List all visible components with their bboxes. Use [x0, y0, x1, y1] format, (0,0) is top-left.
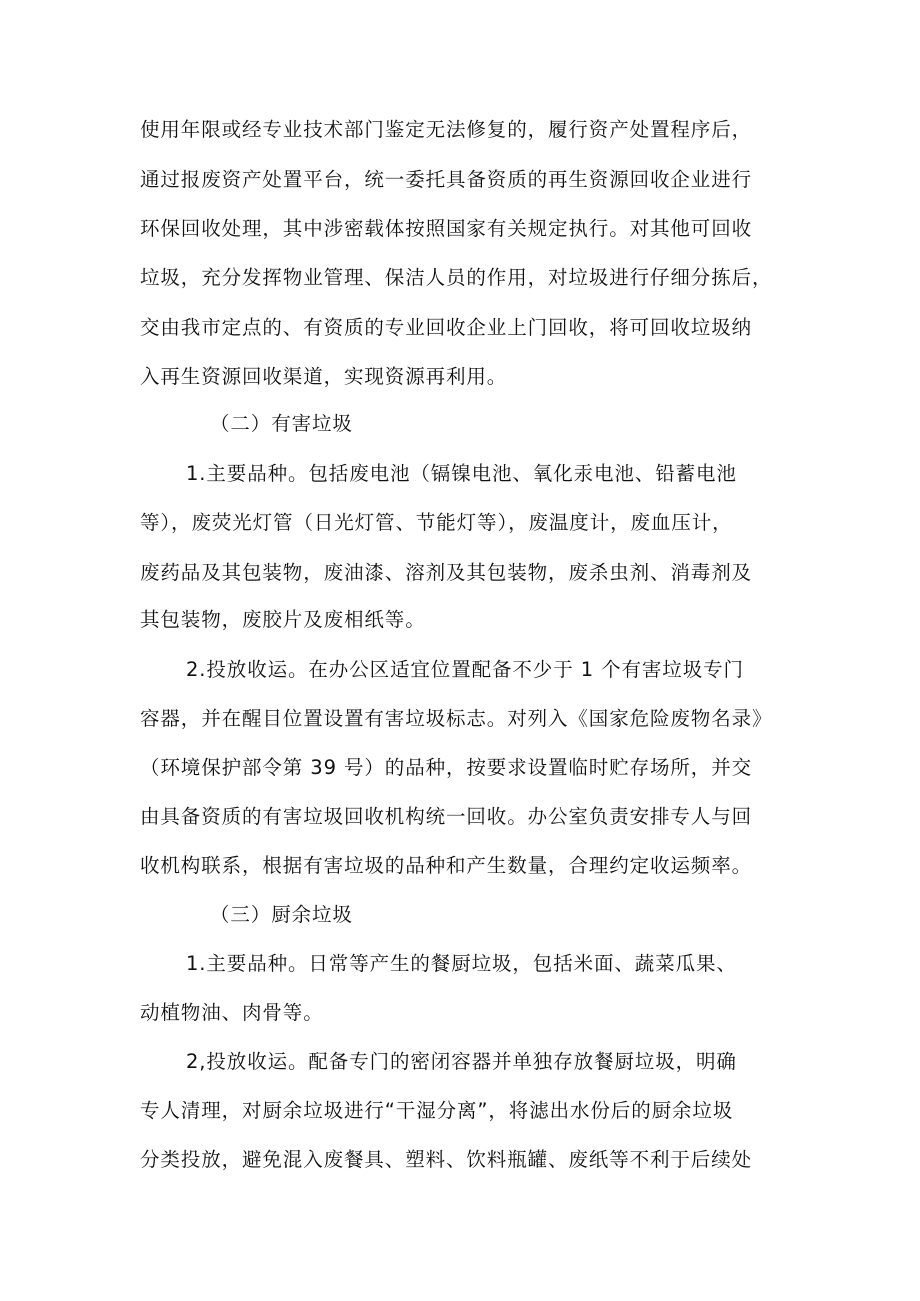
section-heading-kitchen-waste: （三）厨余垃圾 [210, 903, 353, 926]
paragraph-line: 1.主要品种。包括废电池（镉镍电池、氧化汞电池、铅蓄电池 [186, 462, 737, 485]
paragraph-line: 分类投放，避免混入废餐具、塑料、饮料瓶罐、废纸等不利于后续处 [140, 1148, 753, 1171]
paragraph-line: 交由我市定点的、有资质的专业回收企业上门回收，将可回收垃圾纳 [140, 316, 753, 339]
paragraph-line: 由具备资质的有害垃圾回收机构统一回收。办公室负责安排专人与回 [140, 805, 753, 828]
paragraph-line: 垃圾，充分发挥物业管理、保洁人员的作用，对垃圾进行仔细分拣后， [140, 266, 773, 289]
paragraph-line: （环境保护部令第 39 号）的品种，按要求设置临时贮存场所，并交 [140, 756, 753, 779]
section-heading-hazardous-waste: （二）有害垃圾 [210, 412, 353, 435]
paragraph-line: 容器，并在醒目位置设置有害垃圾标志。对列入《国家危险废物名录》 [140, 707, 773, 730]
paragraph-line: 2,投放收运。配备专门的密闭容器并单独存放餐厨垃圾，明确 [186, 1050, 737, 1073]
paragraph-line: 通过报废资产处置平台，统一委托具备资质的再生资源回收企业进行 [140, 168, 753, 191]
paragraph-line: 废药品及其包装物，废油漆、溶剂及其包装物，废杀虫剂、消毒剂及 [140, 561, 753, 584]
paragraph-line: 入再生资源回收渠道，实现资源再利用。 [140, 365, 508, 388]
paragraph-line: 专人清理，对厨余垃圾进行“干湿分离”，将滤出水份后的厨余垃圾 [140, 1099, 734, 1122]
paragraph-line: 1.主要品种。日常等产生的餐厨垃圾，包括米面、蔬菜瓜果、 [186, 952, 737, 975]
paragraph-line: 环保回收处理，其中涉密载体按照国家有关规定执行。对其他可回收 [140, 217, 753, 240]
paragraph-line: 使用年限或经专业技术部门鉴定无法修复的，履行资产处置程序后， [140, 118, 753, 141]
paragraph-line: 其包装物，废胶片及废相纸等。 [140, 608, 426, 631]
paragraph-line: 动植物油、肉骨等。 [140, 1001, 324, 1024]
paragraph-line: 等），废荧光灯管（日光灯管、节能灯等），废温度计，废血压计， [140, 511, 733, 534]
paragraph-line: 2.投放收运。在办公区适宜位置配备不少于 1 个有害垃圾专门 [186, 658, 744, 681]
paragraph-line: 收机构联系，根据有害垃圾的品种和产生数量，合理约定收运频率。 [140, 854, 753, 877]
